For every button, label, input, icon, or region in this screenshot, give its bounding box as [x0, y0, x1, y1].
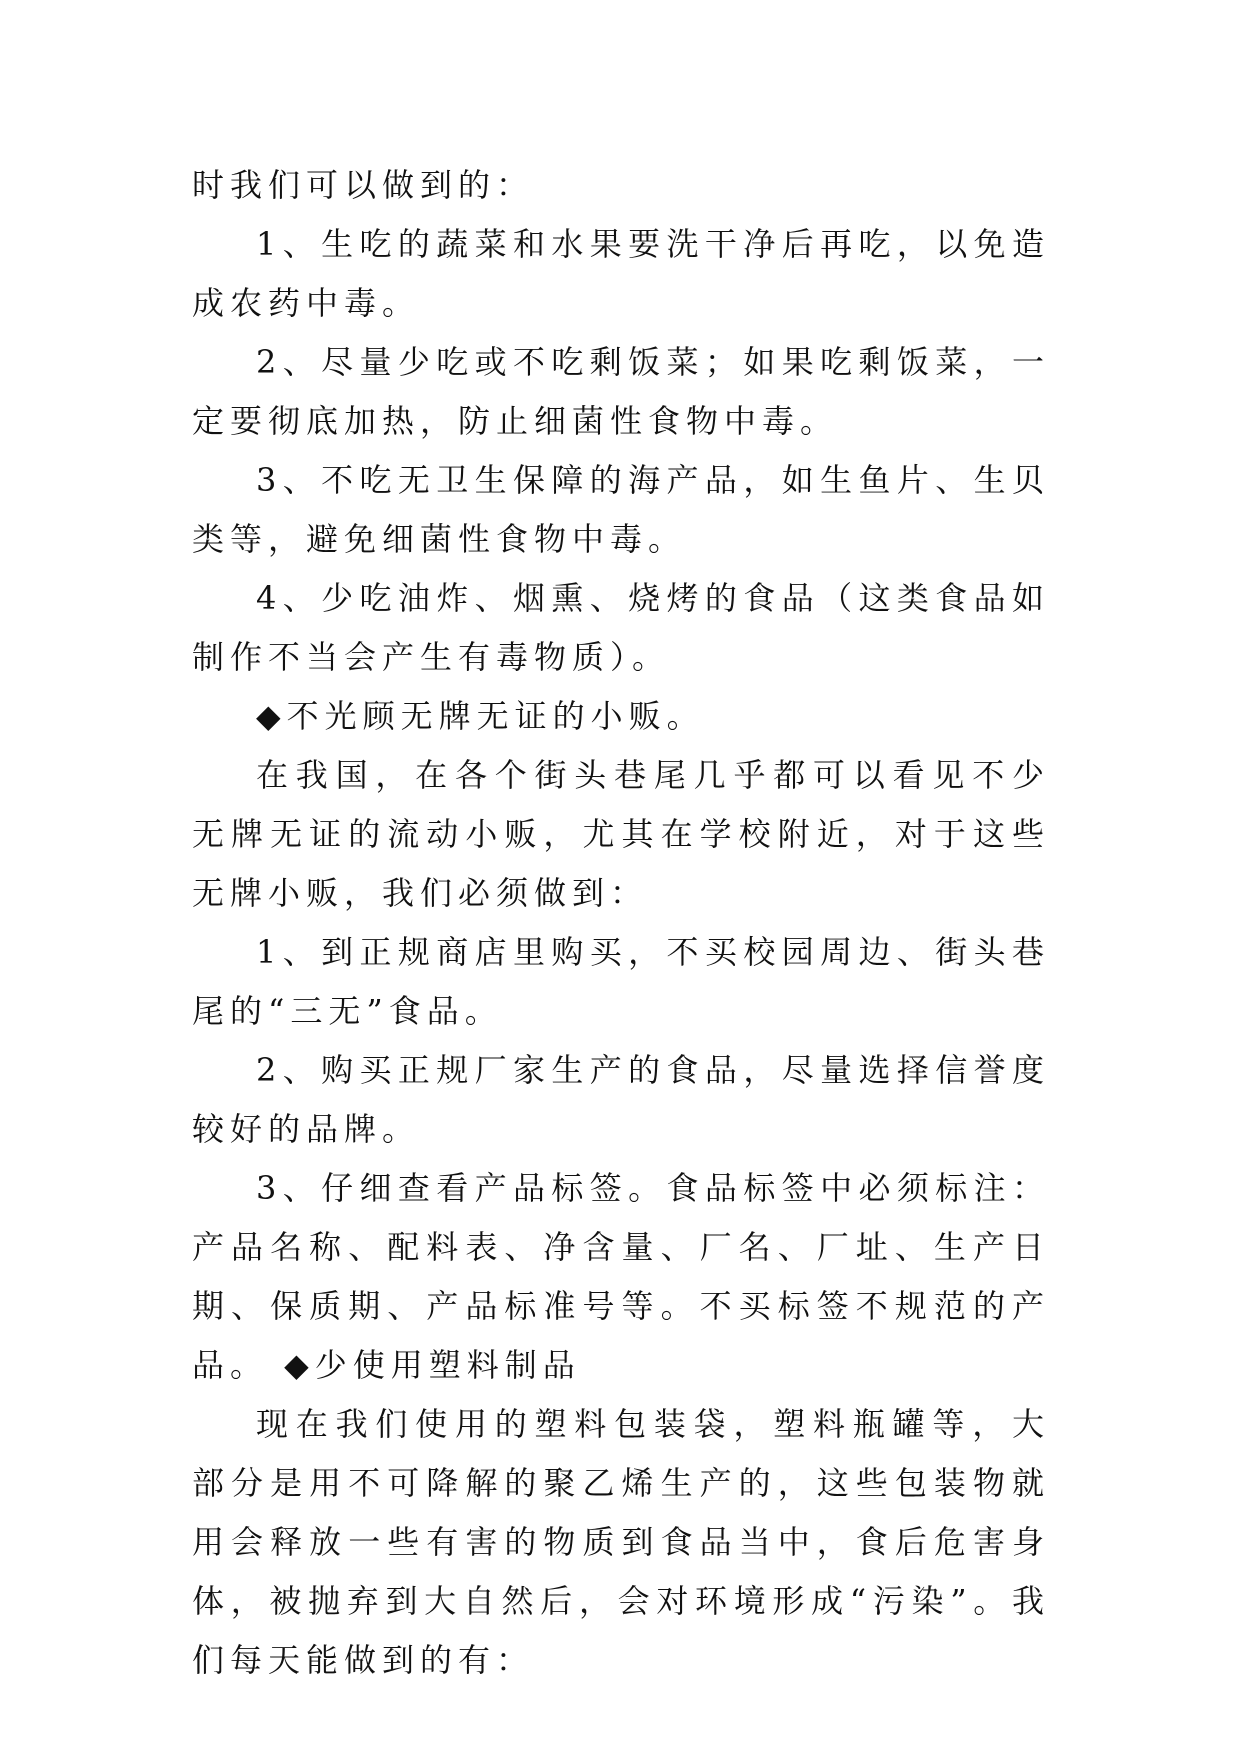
paragraph: 2、尽量少吃或不吃剩饭菜；如果吃剩饭菜，一定要彻底加热，防止细菌性食物中毒。	[192, 343, 1050, 440]
paragraph: 时我们可以做到的：	[192, 166, 535, 204]
paragraph: 3、不吃无卫生保障的海产品，如生鱼片、生贝类等，避免细菌性食物中毒。	[192, 461, 1050, 558]
paragraph: 4、少吃油炸、烟熏、烧烤的食品（这类食品如制作不当会产生有毒物质）。	[192, 579, 1050, 676]
paragraph: 1、到正规商店里购买，不买校园周边、街头巷尾的“三无”食品。	[192, 933, 1050, 1030]
paragraph: 3、仔细查看产品标签。食品标签中必须标注：产品名称、配料表、净含量、厂名、厂址、生产日期、保质期、产品标准号等。不买标签不规范的产品。 ◆少使用塑料制品	[192, 1169, 1050, 1384]
paragraph: 现在我们使用的塑料包装袋，塑料瓶罐等，大部分是用不可降解的聚乙烯生产的，这些包装物就用会释放一些有害的物质到食品当中，食后危害身体，被抛弃到大自然后，会对环境形成“污染”。我们每天能做到的有：	[192, 1405, 1050, 1679]
section-heading: ◆不光顾无牌无证的小贩。	[256, 697, 705, 735]
document-body	[192, 156, 1050, 1690]
paragraph: 在我国，在各个街头巷尾几乎都可以看见不少无牌无证的流动小贩，尤其在学校附近，对于这些无牌小贩，我们必须做到：	[192, 756, 1050, 912]
paragraph: 2、购买正规厂家生产的食品，尽量选择信誉度较好的品牌。	[192, 1051, 1050, 1148]
paragraph: 1、生吃的蔬菜和水果要洗干净后再吃，以免造成农药中毒。	[192, 225, 1050, 322]
